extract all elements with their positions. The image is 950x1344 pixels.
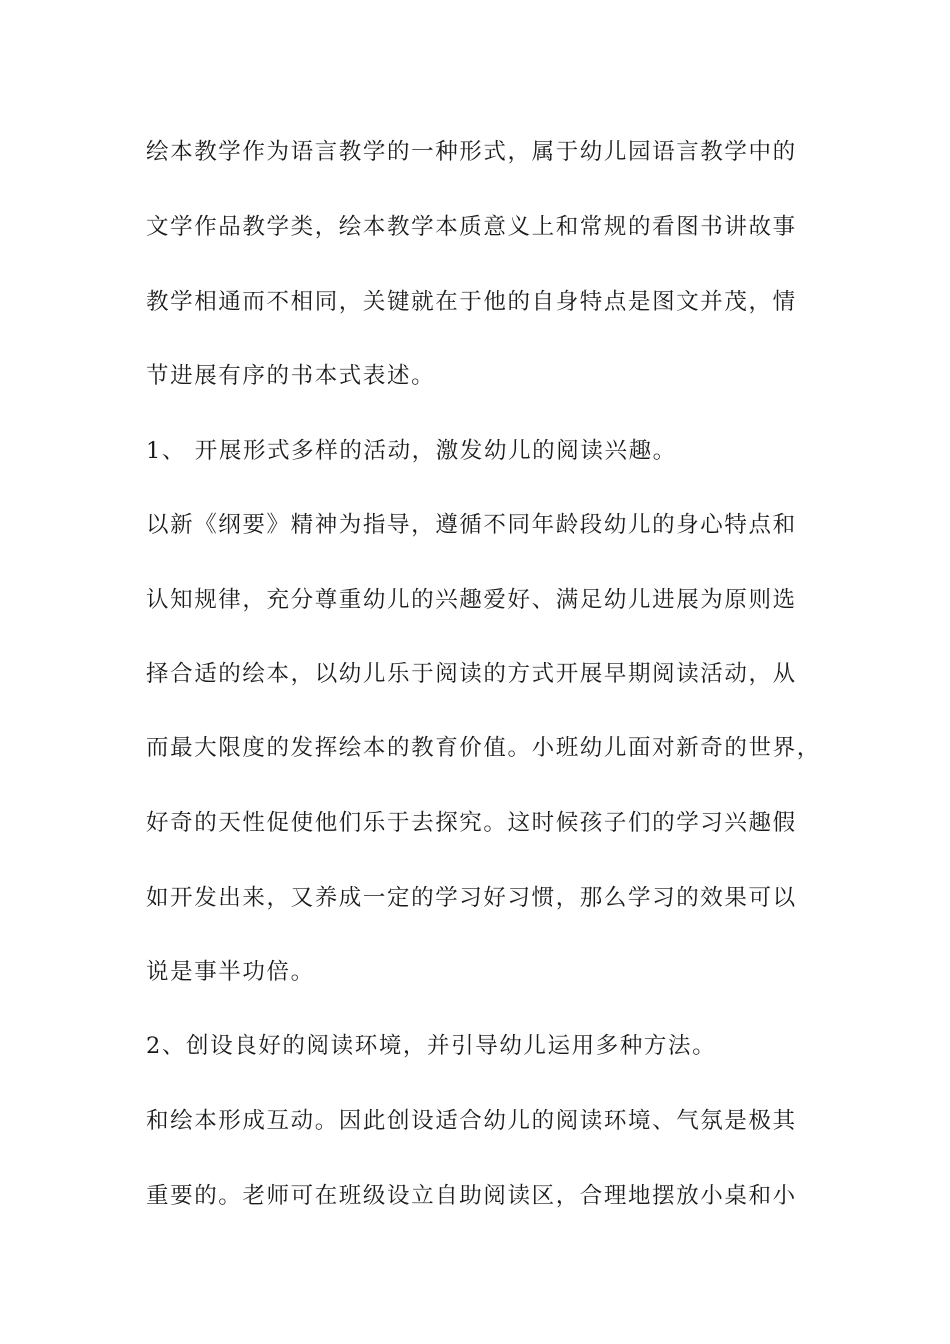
paragraph-line: 择合适的绘本，以幼儿乐于阅读的方式开展早期阅读活动，从 <box>146 661 797 687</box>
paragraph-line: 说是事半功倍。 <box>146 959 315 985</box>
paragraph-line: 重要的。老师可在班级设立自助阅读区，合理地摆放小桌和小 <box>146 1183 797 1209</box>
paragraph-line: 节进展有序的书本式表述。 <box>146 363 436 389</box>
section-heading-2: 2、创设良好的阅读环境，并引导幼儿运用多种方法。 <box>146 1033 717 1059</box>
paragraph-line: 认知规律，充分尊重幼儿的兴趣爱好、满足幼儿进展为原则选 <box>146 587 797 613</box>
paragraph-line: 好奇的天性促使他们乐于去探究。这时候孩子们的学习兴趣假 <box>146 810 797 836</box>
paragraph-line: 而最大限度的发挥绘本的教育价值。小班幼儿面对新奇的世界， <box>146 735 821 761</box>
paragraph-line: 绘本教学作为语言教学的一种形式，属于幼儿园语言教学中的 <box>146 139 797 165</box>
paragraph-line: 以新《纲要》精神为指导，遵循不同年龄段幼儿的身心特点和 <box>146 512 797 538</box>
section-heading-1: 1、 开展形式多样的活动，激发幼儿的阅读兴趣。 <box>146 438 677 464</box>
paragraph-line: 和绘本形成互动。因此创设适合幼儿的阅读环境、气氛是极其 <box>146 1108 797 1134</box>
paragraph-line: 如开发出来，又养成一定的学习好习惯，那么学习的效果可以 <box>146 885 797 911</box>
paragraph-line: 教学相通而不相同，关键就在于他的自身特点是图文并茂，情 <box>146 289 797 315</box>
paragraph-line: 文学作品教学类，绘本教学本质意义上和常规的看图书讲故事 <box>146 214 797 240</box>
